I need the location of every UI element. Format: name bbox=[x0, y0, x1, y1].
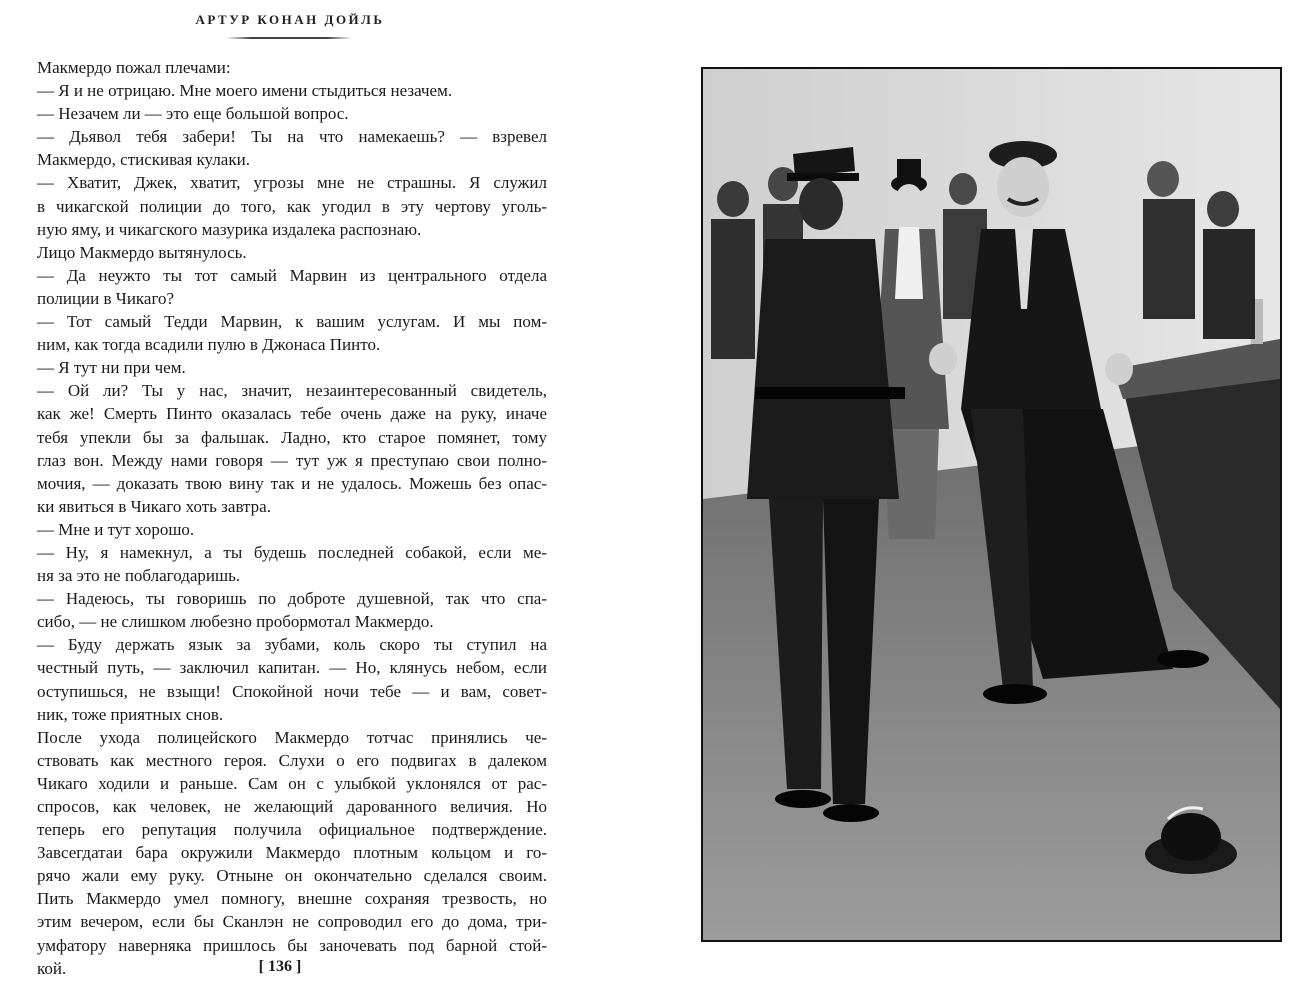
header-rule bbox=[226, 37, 352, 39]
text-line: — Я и не отрицаю. Мне моего имени стыдиться незачем. bbox=[37, 81, 453, 101]
text-line: — Хватит, Джек, хватит, угрозы мне не страшны. Я служил bbox=[37, 173, 547, 193]
text-line: рячо жали ему руку. Отныне он окончательно сделался своим. bbox=[37, 866, 547, 886]
text-line: — Тот самый Тедди Марвин, к вашим услугам. И мы пом- bbox=[37, 312, 547, 332]
text-line: — Ой ли? Ты у нас, значит, незаинтересованный свидетель, bbox=[37, 381, 547, 401]
text-line: — Буду держать язык за зубами, коль скоро ты ступил на bbox=[37, 635, 547, 655]
text-line: ствовать как местного героя. Слухи о его подвигах в далеком bbox=[37, 750, 547, 770]
text-line: Лицо Макмердо вытянулось. bbox=[37, 242, 247, 262]
text-line: Пить Макмердо умел помногу, внешне сохраняя трезвость, но bbox=[37, 889, 547, 909]
text-line: ки явиться в Чикаго хоть завтра. bbox=[37, 496, 271, 516]
text-line: — Надеюсь, ты говоришь по доброте душевной, так что спа- bbox=[37, 589, 547, 609]
text-line: мочия, — доказать твою вину так и не удалось. Можешь без опас- bbox=[37, 473, 547, 493]
text-line: умфатору наверняка пришлось бы заночевать под барной стой- bbox=[37, 935, 547, 955]
text-line: Макмердо пожал плечами: bbox=[37, 58, 231, 77]
text-line: в чикагской полиции до того, как угодил в эту чертову уголь- bbox=[37, 196, 547, 216]
text-line: После ухода полицейского Макмердо тотчас принялись че- bbox=[37, 727, 547, 747]
text-line: ник, тоже приятных снов. bbox=[37, 704, 224, 724]
text-line: спросов, как человек, не желающий дарованного величия. Но bbox=[37, 797, 547, 816]
text-line: ним, как тогда всадили пулю в Джонаса Пинто. bbox=[37, 335, 381, 355]
text-line: — Я тут ни при чем. bbox=[37, 358, 186, 378]
text-line: сибо, — не слишком любезно пробормотал Макмердо. bbox=[37, 612, 434, 632]
text-line: Чикаго ходили и раньше. Сам он с улыбкой уклонялся от рас- bbox=[37, 773, 547, 793]
text-line: полиции в Чикаго? bbox=[37, 288, 175, 308]
text-line: — Незачем ли — это еще большой вопрос. bbox=[37, 104, 349, 124]
bar-scene-illustration bbox=[703, 69, 1280, 940]
text-line: этим вечером, если бы Сканлэн не сопроводил его до дома, три- bbox=[37, 912, 547, 932]
text-line: ня за это не поблагодаришь. bbox=[37, 566, 241, 586]
text-line: — Мне и тут хорошо. bbox=[37, 519, 195, 539]
text-line: глаз вон. Между нами говоря — тут уж я преступаю свои полно- bbox=[37, 450, 547, 470]
text-line: Завсегдатаи бара окружили Макмердо плотным кольцом и го- bbox=[37, 843, 547, 863]
text-line: оступишься, не взыщи! Спокойной ночи тебе — и вам, совет- bbox=[37, 681, 547, 701]
text-line: теперь его репутация получила официальное подтверждение. bbox=[37, 820, 547, 840]
right-page bbox=[650, 0, 1300, 995]
text-line: — Да неужто ты тот самый Марвин из центрального отдела bbox=[37, 265, 547, 285]
page-number: [ 136 ] bbox=[258, 958, 302, 975]
text-line: как же! Смерть Пинто оказалась тебе очень даже на руку, иначе bbox=[37, 404, 547, 424]
text-line: тебя упекли бы за фальшак. Ладно, кто старое помянет, тому bbox=[37, 427, 547, 447]
text-line: — Ну, я намекнул, а ты будешь последней собакой, если ме- bbox=[37, 542, 547, 562]
text-line: ную яму, и чикагского мазурика издалека распознаю. bbox=[37, 219, 422, 239]
text-line: Макмердо, стискивая кулаки. bbox=[37, 150, 250, 170]
running-header: АРТУР КОНАН ДОЙЛЬ bbox=[195, 12, 385, 27]
text-line: кой. bbox=[37, 958, 67, 978]
illustration-frame bbox=[701, 67, 1282, 942]
text-line: честный путь, — заключил капитан. — Но, клянусь небом, если bbox=[37, 658, 547, 678]
body-text bbox=[37, 56, 547, 980]
text-line: — Дьявол тебя забери! Ты на что намекаешь? — взревел bbox=[37, 127, 547, 147]
